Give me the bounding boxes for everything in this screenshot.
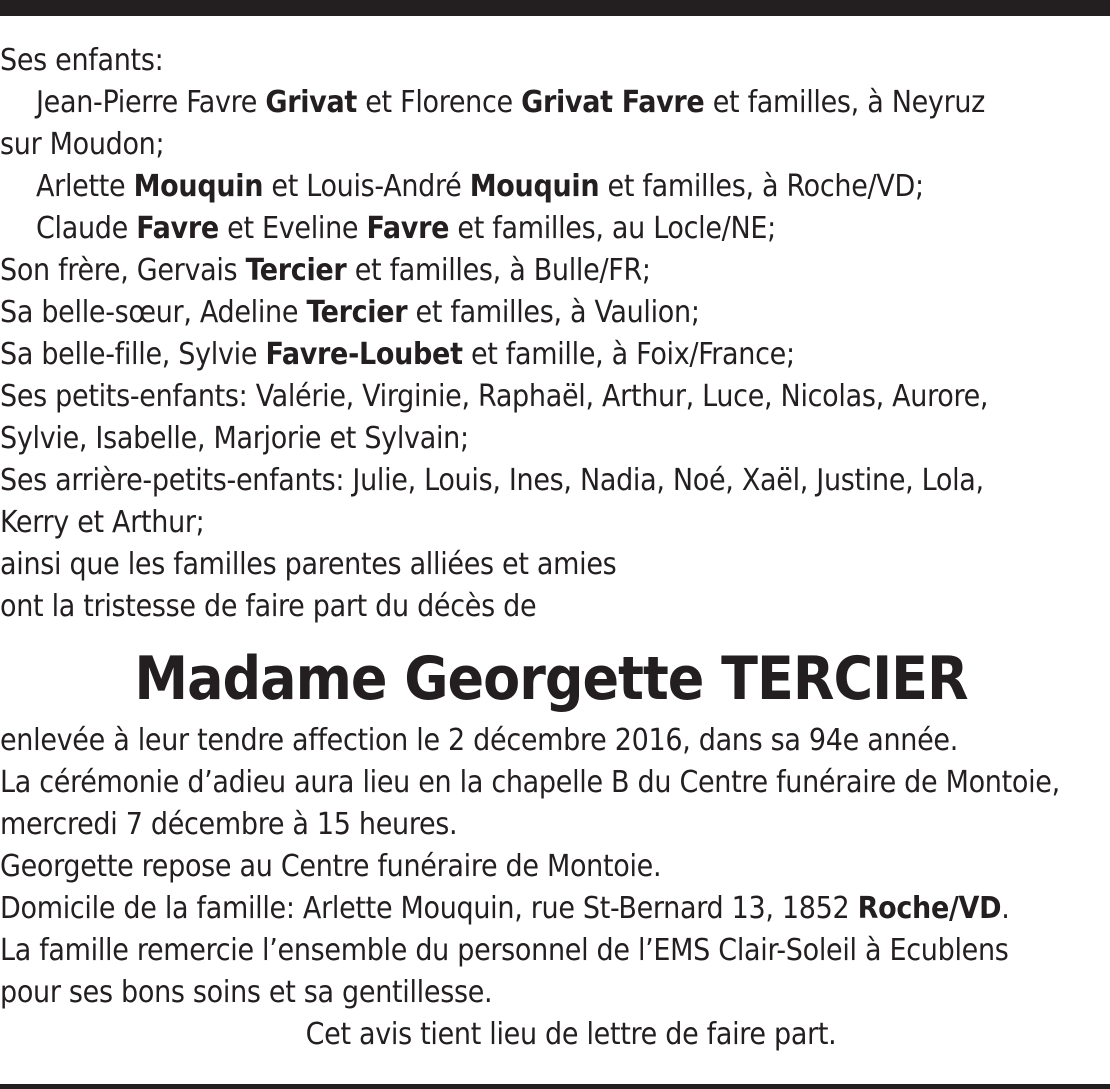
text: et Florence — [356, 85, 522, 120]
passing-date-line: enlevée à leur tendre affection le 2 décembre 2016, dans sa 94e année. — [0, 723, 958, 758]
family-address-line — [0, 888, 1102, 930]
family-line-daughter-in-law — [0, 334, 1102, 376]
town: Roche/VD — [857, 891, 1002, 926]
text: Son frère, Gervais — [0, 253, 246, 288]
surname: Favre — [136, 211, 219, 246]
relatives-line: ainsi que les familles parentes alliées et amies — [0, 547, 617, 582]
family-line-grivat-cont: sur Moudon; — [0, 127, 165, 162]
surname: Tercier — [306, 295, 408, 330]
thanks-line-cont: pour ses bons soins et sa gentillesse. — [0, 975, 493, 1010]
thanks-line: La famille remercie l’ensemble du personnel de l’EMS Clair-Soleil à Ecublens — [0, 933, 1009, 968]
text: et familles, à Neyruz — [704, 85, 986, 120]
grandchildren-line-cont: Sylvie, Isabelle, Marjorie et Sylvain; — [0, 421, 469, 456]
top-rule — [0, 0, 1110, 16]
deceased-name: Madame Georgette TERCIER — [134, 644, 968, 714]
text: Sa belle-fille, Sylvie — [0, 337, 266, 372]
text: Sa belle-sœur, Adeline — [0, 295, 307, 330]
surname: Favre-Loubet — [265, 337, 463, 372]
rest-location-line: Georgette repose au Centre funéraire de Montoie. — [0, 849, 662, 884]
text: Jean-Pierre Favre — [36, 85, 266, 120]
closing-line: Cet avis tient lieu de lettre de faire part. — [305, 1017, 837, 1052]
text: et familles, à Vaulion; — [407, 295, 700, 330]
ceremony-date-line: mercredi 7 décembre à 15 heures. — [0, 807, 458, 842]
family-line-sister-in-law — [0, 292, 1102, 334]
surname: Mouquin — [133, 169, 264, 204]
text: et Eveline — [218, 211, 367, 246]
obituary-notice — [0, 40, 1102, 1056]
surname: Favre — [366, 211, 450, 246]
great-grandchildren-line-cont: Kerry et Arthur; — [0, 505, 205, 540]
text: Arlette — [36, 169, 134, 204]
text: et familles, à Roche/VD; — [599, 169, 924, 204]
text: . — [1001, 891, 1010, 926]
text: et familles, au Locle/NE; — [449, 211, 776, 246]
surname: Mouquin — [469, 169, 600, 204]
children-heading: Ses enfants: — [0, 43, 164, 78]
text: Domicile de la famille: Arlette Mouquin, rue St-Bernard 13, 1852 — [0, 891, 858, 926]
family-line-brother — [0, 250, 1102, 292]
grandchildren-line: Ses petits-enfants: Valérie, Virginie, Raphaël, Arthur, Luce, Nicolas, Aurore, — [0, 379, 989, 414]
surname: Grivat — [265, 85, 357, 120]
surname: Grivat Favre — [521, 85, 705, 120]
text: et famille, à Foix/France; — [462, 337, 795, 372]
family-line-mouquin — [0, 166, 1102, 208]
text: et familles, à Bulle/FR; — [346, 253, 651, 288]
bottom-rule — [0, 1084, 1110, 1089]
great-grandchildren-line: Ses arrière-petits-enfants: Julie, Louis, Ines, Nadia, Noé, Xaël, Justine, Lola, — [0, 463, 984, 498]
ceremony-line: La cérémonie d’adieu aura lieu en la chapelle B du Centre funéraire de Montoie, — [0, 765, 1060, 800]
text: et Louis-André — [263, 169, 470, 204]
text: Claude — [36, 211, 137, 246]
announcement-line: ont la tristesse de faire part du décès de — [0, 589, 537, 624]
family-line-grivat — [0, 82, 1102, 124]
family-line-favre — [0, 208, 1102, 250]
surname: Tercier — [245, 253, 347, 288]
